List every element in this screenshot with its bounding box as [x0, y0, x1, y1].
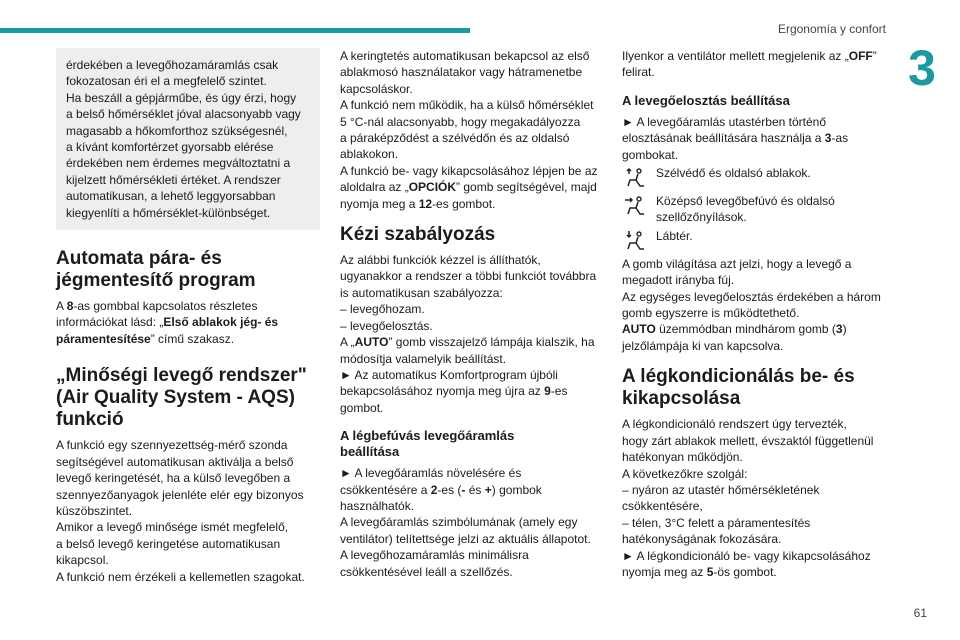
paragraph-line: kikapcsol. [56, 553, 109, 568]
paragraph-line: ► A légkondicionáló be- vagy kikapcsolásához [622, 548, 871, 563]
note-line: érdekében nem érdemes megváltoztatni a [66, 156, 291, 171]
paragraph: információkat lásd: „Első ablakok jég- és [56, 315, 279, 330]
paragraph-line: csökkentésére, [622, 499, 703, 514]
paragraph-line: gombokat. [622, 147, 679, 162]
paragraph: páramentesítése” című szakasz. [56, 331, 235, 346]
heading-auto-defog [56, 248, 320, 292]
header-accent-bar [0, 28, 470, 33]
note-line: Ha beszáll a gépjárműbe, és úgy érzi, hogy [66, 90, 297, 105]
paragraph-line: – levegőelosztás. [340, 318, 433, 333]
note-box [56, 48, 320, 230]
paragraph-line: A következőkre szolgál: [622, 466, 748, 481]
paragraph-line: Amikor a levegő minősége ismét megfelelő, [56, 520, 289, 535]
option-label: Középső levegőbefúvó és oldalsó [656, 194, 835, 209]
paragraph-line: A légkondicionáló rendszert úgy tervezték, [622, 417, 847, 432]
note-line: automatikusan, a lehető leggyorsabban [66, 189, 276, 204]
center-side-vents-airflow-icon [622, 193, 648, 219]
paragraph-line: levegő keringetését, ha a külső levegőben a [56, 471, 291, 486]
heading-air-distribution: A levegőelosztás beállítása [622, 92, 790, 108]
note-line: fokozatosan éri el a megfelelő szintet. [66, 74, 267, 89]
heading-line: Automata pára- és [56, 248, 222, 270]
paragraph-line: A funkció nem érzékeli a kellemetlen szagokat. [56, 569, 305, 584]
paragraph: A 8-as gombbal kapcsolatos részletes [56, 299, 258, 314]
paragraph-line: – levegőhozam. [340, 302, 425, 317]
paragraph-line: gomb egyszerre is működtethető. [622, 306, 800, 321]
paragraph-line: módosítja valamelyik beállítást. [340, 351, 507, 366]
paragraph-line: küszöbszintet. [56, 503, 133, 518]
page-number: 61 [913, 606, 927, 620]
paragraph-line: A keringtetés automatikusan bekapcsol az első [340, 49, 590, 63]
column-right [622, 48, 888, 580]
paragraph-line: hogy zárt ablakok mellett, évszaktól függetlenül [622, 433, 874, 448]
heading-airflow [340, 428, 602, 460]
paragraph-line: hatékonyan működjön. [622, 450, 743, 465]
chapter-number: 3 [908, 40, 936, 96]
option-label: szellőzőnyílások. [656, 210, 747, 225]
paragraph-line: A funkció egy szennyezettség-mérő szonda [56, 438, 288, 453]
heading-line: (Air Quality System - AQS) [56, 387, 295, 409]
paragraph-line: bekapcsolásához nyomja meg újra az 9-es [340, 384, 568, 399]
heading-aqs [56, 365, 320, 431]
paragraph-line: Ilyenkor a ventilátor mellett megjelenik az „OFF” [622, 49, 877, 63]
paragraph-line: ablakokon. [340, 147, 399, 162]
paragraph-line: AUTO üzemmódban mindhárom gomb (3) [622, 322, 847, 337]
paragraph-line: ► A levegőáramlás utastérben történő [622, 114, 826, 129]
distribution-option [622, 165, 888, 191]
paragraph-line: A levegőáramlás szimbólumának (amely egy [340, 515, 578, 530]
paragraph-line: csökkentésére a 2-es (- és +) gombok [340, 482, 542, 497]
heading-ac-onoff [622, 366, 888, 410]
paragraph-line: csökkentésével leáll a szellőzés. [340, 564, 513, 579]
heading-line: „Minőségi levegő rendszer" [56, 365, 307, 387]
paragraph-line: a páraképződést a szélvédőn és az oldalsó [340, 131, 570, 146]
note-line: kiegyenlíti a hőmérséklet-különbséget. [66, 205, 271, 220]
paragraph-line: A funkció nem működik, ha a külső hőmérséklet [340, 98, 594, 113]
heading-line: jégmentesítő program [56, 270, 256, 292]
paragraph-line: ventilátor) telítettsége jelzi az aktuális állapotot. [340, 531, 591, 546]
heading-line: A légbefúvás levegőáramlás [340, 428, 515, 444]
column-left [56, 48, 320, 585]
section-header-title: Ergonomía y confort [777, 22, 886, 36]
paragraph-line: – nyáron az utastér hőmérsékletének [622, 482, 820, 497]
paragraph-line: segítségével automatikusan aktiválja a belső [56, 454, 294, 469]
footwell-airflow-icon [622, 228, 648, 254]
paragraph-line: jelzőlámpája ki van kapcsolva. [622, 338, 784, 353]
paragraph-line: ► A levegőáramlás növelésére és [340, 466, 522, 481]
heading-line: A légkondicionálás be- és [622, 366, 855, 388]
paragraph-line: ► Az automatikus Komfortprogram újbóli [340, 367, 558, 382]
heading-line: beállítása [340, 444, 400, 460]
paragraph-line: aloldalra az „OPCIÓK” gomb segítségével, majd [340, 180, 597, 195]
option-label: Szélvédő és oldalsó ablakok. [656, 166, 811, 181]
note-line: a belső hőmérséklet jóval alacsonyabb vagy [66, 107, 301, 122]
heading-line: kikapcsolása [622, 388, 741, 410]
paragraph-line: A „AUTO” gomb visszajelző lámpája kialszik, ha [340, 335, 595, 350]
note-line: a kívánt komfortérzet gyorsabb elérése [66, 140, 274, 155]
paragraph-line: hatékonyságának fokozására. [622, 532, 782, 547]
paragraph-line: A gomb világítása azt jelzi, hogy a levegő a [622, 256, 852, 271]
heading-line: funkció [56, 409, 124, 431]
paragraph-line: Az egységes levegőelosztás érdekében a három [622, 289, 881, 304]
paragraph-line: felirat. [622, 65, 655, 80]
column-middle [340, 48, 602, 580]
distribution-option [622, 228, 888, 254]
option-label: Lábtér. [656, 228, 693, 243]
paragraph-line: használhatók. [340, 498, 415, 513]
paragraph-line: – télen, 3°C felett a páramentesítés [622, 515, 811, 530]
note-line: magasabb a hőkomforthoz szükségesnél, [66, 123, 288, 138]
paragraph-line: is automatikusan szabályozza: [340, 285, 503, 300]
paragraph-line: a belső levegő keringetése automatikusan [56, 536, 281, 551]
paragraph-line: Az alábbi funkciók kézzel is állíthatók, [340, 253, 541, 268]
paragraph-line: nyomja meg a 12-es gombot. [340, 196, 496, 211]
paragraph-line: gombot. [340, 400, 384, 415]
paragraph-line: szennyezőanyagok jelenléte elér egy bizonyos [56, 487, 304, 502]
paragraph-line: kapcsoláskor. [340, 81, 413, 96]
paragraph-line: ablakmosó használatakor vagy hátramenetbe [340, 65, 583, 80]
paragraph-line: A funkció be- vagy kikapcsolásához lépjen be az [340, 163, 598, 178]
paragraph-line: nyomja meg az 5-ös gombot. [622, 564, 777, 579]
paragraph-line: A levegőhozamáramlás minimálisra [340, 548, 529, 563]
heading-manual-control: Kézi szabályozás [340, 224, 496, 246]
windshield-side-windows-airflow-icon [622, 165, 648, 191]
paragraph-line: ugyanakkor a rendszer a többi funkciót továbbra [340, 269, 597, 284]
note-line: kijelzett hőmérsékleti értéket. A rendszer [66, 172, 281, 187]
distribution-option [622, 193, 888, 226]
paragraph-line: megadott irányba fúj. [622, 273, 735, 288]
paragraph-line: 5 °C-nál alacsonyabb, hogy megakadályozza [340, 114, 581, 129]
paragraph-line: elosztásának beállítására használja a 3-as [622, 131, 849, 146]
note-line: érdekében a levegőhozamáramlás csak [66, 58, 279, 72]
